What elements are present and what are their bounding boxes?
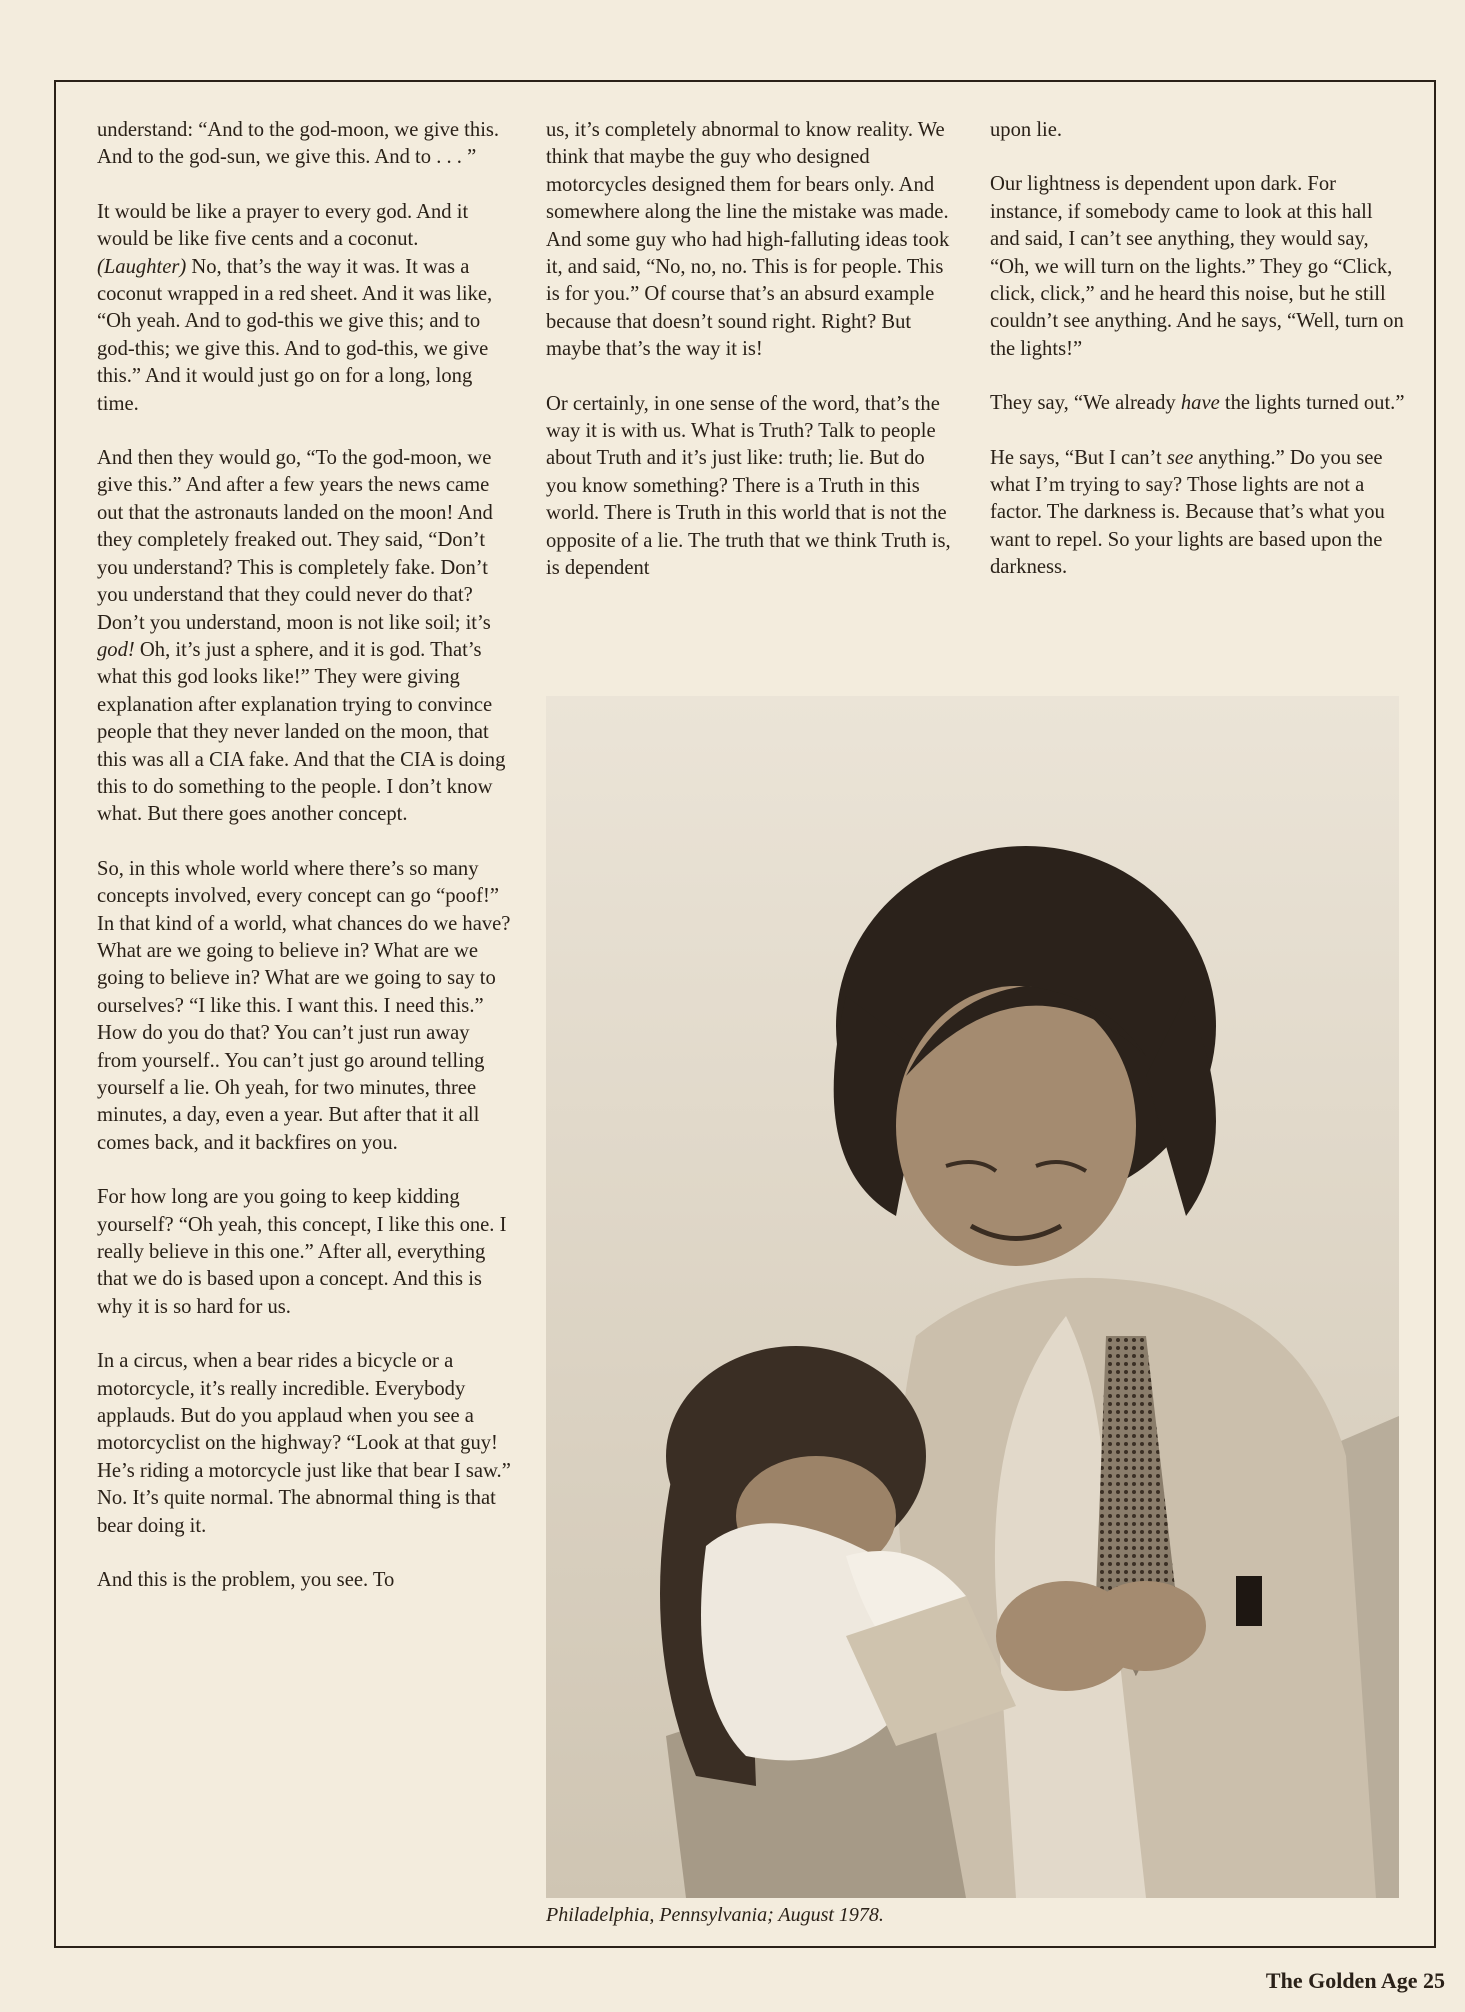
paragraph (97, 117, 512, 172)
text-column-3 (990, 117, 1405, 609)
photo-caption: Philadelphia, Pennsylvania; August 1978. (546, 1904, 884, 1926)
paragraph (990, 117, 1405, 144)
paragraph (990, 445, 1405, 582)
text-column-1 (97, 117, 512, 1622)
paragraph (990, 390, 1405, 417)
paragraph (97, 199, 512, 418)
text-column-2 (546, 117, 956, 610)
paragraph (546, 391, 956, 583)
text-run: In a circus, when a bear rides a bicycle or a motorcycle, it’s really incredible. Everybody applauds. But do you applaud when you see a motorcyclist on the highway? “Look at that guy! He’s riding a motorcycle just like that bear I saw.” No. It’s quite normal. The abnormal thing is that bear doing it. (97, 1350, 511, 1537)
italic-text: have (1180, 392, 1220, 415)
page-number: 25 (1423, 1968, 1445, 1993)
text-run: the lights turned out.” (1219, 392, 1405, 415)
text-run: For how long are you going to keep kidding yourself? “Oh yeah, this concept, I like this one. I really believe in this one.” After all, everything that we do is based upon a concept. And this is why it is so hard for us. (97, 1186, 507, 1318)
text-run: And then they would go, “To the god-moon, we give this.” And after a few years the news came out that the astronauts landed on the moon! And they completely freaked out. They said, “Don’t you understand? This is completely fake. Don’t you understand that they could never do that? Don’t you understand, moon is not like soil; it’s (97, 447, 493, 634)
page-footer (1266, 1968, 1445, 1994)
paragraph (990, 171, 1405, 363)
paragraph (546, 117, 956, 364)
paragraph (97, 445, 512, 829)
italic-text: see (1166, 446, 1194, 469)
text-run: It would be like a prayer to every god. And it would be like five cents and a coconut. (97, 200, 469, 251)
text-run: upon lie. (990, 119, 1063, 141)
publication-name: The Golden Age (1265, 1968, 1418, 1993)
text-run: Oh, it’s just a sphere, and it is god. That’s what this god looks like!” They were giving explanation after explanation trying to convince people that they never landed on the moon, that this was all a CIA fake. And that the CIA is doing this to do something to the people. I don’t know what. But there goes another concept. (97, 638, 506, 826)
text-run: He says, “But I can’t (990, 446, 1167, 469)
text-run: us, it’s completely abnormal to know reality. We think that maybe the guy who designed motorcycles designed them for bears only. And somewhere along the line the mistake was made. And some guy who had high-falluting ideas took it, and said, “No, no, no. This is for people. This is for you.” Of course that’s an absurd example because that doesn’t sound right. Right? But maybe that’s the way it is! (546, 119, 950, 361)
paragraph (97, 856, 512, 1157)
photograph (546, 696, 1399, 1898)
paragraph (97, 1348, 512, 1540)
photo-illustration (546, 696, 1399, 1898)
text-run: understand: “And to the god-moon, we give this. And to the god-sun, we give this. And to . . . ” (97, 119, 500, 169)
text-run: They say, “We already (990, 392, 1181, 415)
text-run: Or certainly, in one sense of the word, that’s the way it is with us. What is Truth? Talk to people about Truth and it’s just like: truth; lie. But do you know something? There is a Truth in this world. There is Truth in this world that is not the opposite of a lie. The truth that we think Truth is, is dependent (546, 392, 951, 580)
text-run: No, that’s the way it was. It was a coconut wrapped in a red sheet. And it was like, “Oh yeah. And to god-this we give this; and to god-this; we give this. And to god-this, we give this.” And it would just go on for a long, long time. (97, 255, 493, 415)
italic-text: (Laughter) (97, 255, 187, 278)
text-run: So, in this whole world where there’s so many concepts involved, every concept can go “poof!” In that kind of a world, what chances do we have? What are we going to believe in? What are we going to believe in? What are we going to say to ourselves? “I like this. I want this. I need this.” How do you do that? You can’t just run away from yourself.. You can’t just go around telling yourself a lie. Oh yeah, for two minutes, three minutes, a day, even a year. But after that it all comes back, and it backfires on you. (97, 857, 511, 1154)
paragraph (97, 1184, 512, 1321)
text-run: anything.” Do you see what I’m trying to say? Those lights are not a factor. The darkness is. Because that’s what you want to repel. So your lights are based upon the darkness. (990, 446, 1385, 579)
italic-text: god! (97, 638, 135, 661)
paragraph (97, 1567, 512, 1594)
text-run: Our lightness is dependent upon dark. For instance, if somebody came to look at this hall and said, I can’t see anything, they would say, “Oh, we will turn on the lights.” They go “Click, click, click,” and he heard this noise, but he still couldn’t see anything. And he says, “Well, turn on the lights!” (990, 173, 1404, 360)
text-run: And this is the problem, you see. To (97, 1569, 395, 1592)
